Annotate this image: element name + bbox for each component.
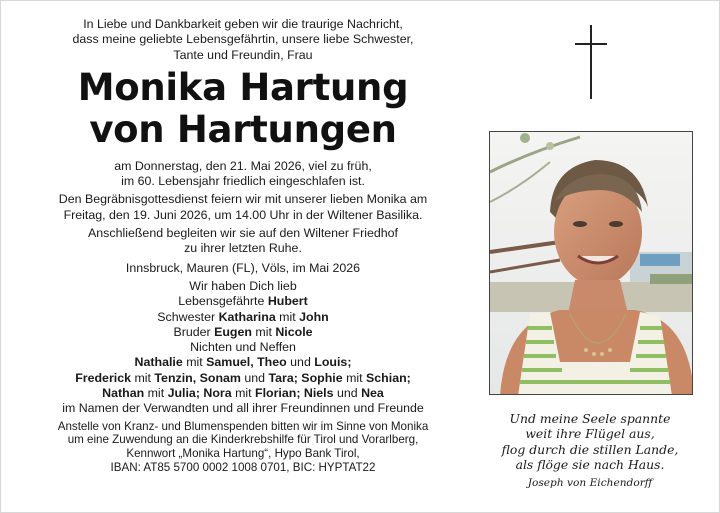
- mourners-closing: im Namen der Verwandten und all ihrer Freundinnen und Freunde: [62, 401, 424, 416]
- mourner-name: Schian;: [366, 370, 411, 385]
- quote-line: Und meine Seele spannte: [509, 411, 671, 426]
- poem-quote: [487, 411, 693, 491]
- mourner-name: Hubert: [267, 294, 308, 309]
- donation-line: Kennwort „Monika Hartung“, Hypo Bank Tirol,: [126, 447, 360, 461]
- intro-text: [23, 17, 463, 63]
- mourner-name: Katharina: [218, 309, 276, 324]
- name-line: von Hartungen: [89, 107, 397, 151]
- connector-text: mit: [131, 370, 155, 385]
- funeral-line: Freitag, den 19. Juni 2026, um 14.00 Uhr in der Wiltener Basilika.: [63, 207, 423, 222]
- mourner-name: Nea: [361, 386, 384, 401]
- intro-line: Tante und Freundin, Frau: [173, 47, 313, 62]
- connector-text: mit: [342, 370, 367, 385]
- mourner-name: Samuel, Theo: [206, 355, 287, 370]
- connector-text: mit: [275, 309, 300, 324]
- mourner-name: Julia; Nora: [167, 386, 232, 401]
- cross-icon: [575, 25, 607, 99]
- burial-info: [23, 226, 463, 257]
- intro-line: dass meine geliebte Lebensgefährtin, unsere liebe Schwester,: [72, 32, 414, 47]
- mourner-name: Louis;: [314, 355, 352, 370]
- burial-line: zu ihrer letzten Ruhe.: [184, 241, 302, 256]
- connector-text: mit: [251, 324, 276, 339]
- mourner-name: Nathalie: [134, 355, 183, 370]
- mourner-name: Florian; Niels: [255, 386, 334, 401]
- relation-label: Bruder: [173, 324, 215, 339]
- mourner-name: Nathan: [102, 386, 145, 401]
- burial-line: Anschließend begleiten wir sie auf den Wiltener Friedhof: [88, 226, 398, 241]
- death-line: im 60. Lebensjahr friedlich eingeschlafen ist.: [121, 174, 365, 189]
- mourner-name: Frederick: [75, 370, 131, 385]
- quote-line: flog durch die stillen Lande,: [501, 441, 679, 457]
- quote-line: als flöge sie nach Haus.: [515, 456, 665, 472]
- relation-label: Lebensgefährte: [178, 294, 268, 309]
- connector-text: mit: [144, 386, 168, 401]
- mourner-name: Eugen: [214, 324, 252, 339]
- mourner-brother: [23, 325, 463, 340]
- mourner-name: Nicole: [275, 324, 313, 339]
- connector-text: mit: [182, 355, 207, 370]
- place-date: Innsbruck, Mauren (FL), Völs, im Mai 2026: [125, 260, 361, 275]
- nieces-line: [23, 386, 463, 401]
- death-line: am Donnerstag, den 21. Mai 2026, viel zu früh,: [114, 158, 372, 173]
- mourner-partner: [23, 294, 463, 309]
- quote-author: Joseph von Eichendorff: [527, 477, 653, 490]
- connector-text: und: [286, 355, 315, 370]
- mourner-name: Tara; Sophie: [268, 370, 343, 385]
- notice-text-column: [23, 17, 463, 475]
- funeral-line: Den Begräbnisgottesdienst feiern wir mit unserer lieben Monika am: [58, 192, 428, 207]
- mourner-name: John: [299, 309, 329, 324]
- name-line: Monika Hartung: [77, 65, 409, 109]
- relation-label: Schwester: [157, 309, 219, 324]
- portrait-photo: [489, 131, 693, 395]
- deceased-name: [23, 67, 463, 151]
- death-info: [23, 159, 463, 190]
- nieces-label: Nichten und Neffen: [190, 340, 296, 355]
- mourner-name: Tenzin, Sonam: [154, 370, 241, 385]
- donation-line: IBAN: AT85 5700 0002 1008 0701, BIC: HYPTAT22: [110, 461, 376, 475]
- connector-text: mit: [231, 386, 256, 401]
- nieces-line: [23, 355, 463, 370]
- donation-line: um eine Zuwendung an die Kinderkrebshilfe für Tirol und Vorarlberg,: [67, 433, 419, 447]
- intro-line: In Liebe und Dankbarkeit geben wir die traurige Nachricht,: [83, 17, 403, 31]
- mourner-sister: [23, 310, 463, 325]
- donation-request: [23, 420, 463, 475]
- mourners-list: [23, 294, 463, 416]
- portrait-illustration: [490, 132, 693, 395]
- connector-text: und: [240, 370, 269, 385]
- funeral-info: [23, 192, 463, 223]
- farewell-line: Wir haben Dich lieb: [189, 278, 297, 293]
- donation-line: Anstelle von Kranz- und Blumenspenden bitten wir im Sinne von Monika: [57, 419, 429, 433]
- quote-line: weit ihre Flügel aus,: [525, 426, 655, 442]
- nieces-line: [23, 371, 463, 386]
- connector-text: und: [333, 386, 362, 401]
